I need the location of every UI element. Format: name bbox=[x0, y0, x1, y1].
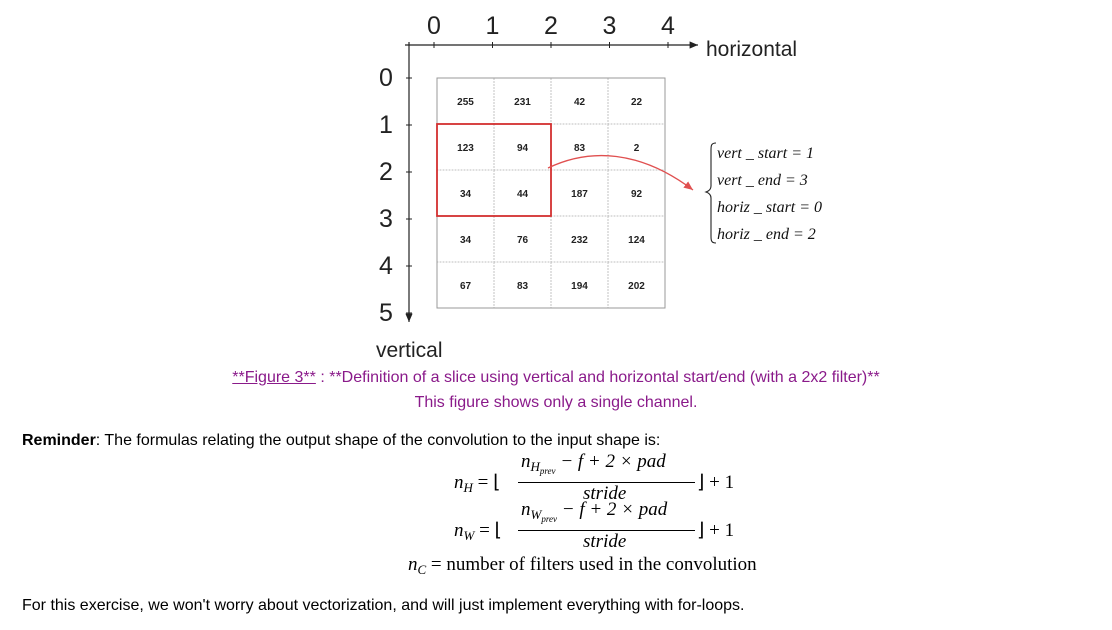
grid-cell-value: 76 bbox=[516, 235, 529, 246]
formula-nw-denominator: stride bbox=[583, 531, 627, 552]
figure-caption bbox=[0, 369, 1112, 387]
row-index-label: 0 bbox=[379, 64, 393, 92]
caption-title: **Definition of a slice using vertical and horizontal start/end (with a 2x2 filter)** bbox=[329, 369, 880, 386]
grid-cell-value: 123 bbox=[457, 143, 474, 154]
grid-cell-value: 2 bbox=[633, 143, 640, 154]
grid-cell-value: 94 bbox=[516, 143, 529, 154]
col-index-label: 1 bbox=[485, 12, 500, 40]
grid-cell-value: 202 bbox=[628, 281, 645, 292]
grid-cell-value: 255 bbox=[457, 97, 474, 108]
reminder-label: Reminder bbox=[22, 432, 96, 449]
slice-equation: horiz _ start = 0 bbox=[717, 199, 823, 216]
figure-subtitle: This figure shows only a single channel. bbox=[414, 394, 698, 411]
vertical-axis-label: vertical bbox=[376, 339, 443, 362]
formula-nh-tail: ⌋ + 1 bbox=[697, 472, 735, 493]
caption-separator: : bbox=[315, 369, 330, 386]
slice-equation: vert _ end = 3 bbox=[717, 172, 808, 189]
reminder-text: : The formulas relating the output shape of the convolution to the input shape is: bbox=[95, 432, 661, 449]
row-index-label: 5 bbox=[379, 299, 393, 327]
grid-cell-value: 83 bbox=[573, 143, 586, 154]
col-index-label: 0 bbox=[427, 12, 441, 40]
grid-cell-value: 67 bbox=[459, 281, 472, 292]
formula-nc: $n_C$ = number of filters used in the convolution bbox=[408, 554, 757, 577]
figure-ref-link[interactable]: **Figure 3** bbox=[232, 369, 316, 386]
formula-nw-numerator: $n_{Wprev} - f + 2$ × pad bbox=[521, 499, 668, 524]
grid-cell-value: 232 bbox=[571, 235, 588, 246]
row-index-label: 3 bbox=[379, 205, 393, 233]
slice-equation: horiz _ end = 2 bbox=[717, 226, 816, 243]
horizontal-axis-label: horizontal bbox=[706, 38, 798, 61]
col-index-label: 2 bbox=[544, 12, 558, 40]
reminder-paragraph bbox=[22, 432, 660, 450]
grid-cell-value: 92 bbox=[630, 189, 643, 200]
row-index-label: 2 bbox=[379, 158, 393, 186]
formula-nw-tail: ⌋ + 1 bbox=[697, 520, 735, 541]
grid-cell-value: 44 bbox=[516, 189, 529, 200]
slice-equation: vert _ start = 1 bbox=[717, 145, 815, 162]
formula-nh-numerator: $n_{Hprev} - f + 2$ × pad bbox=[521, 451, 666, 476]
formula-nw-lhs: $n_W$ = ⌊ bbox=[454, 520, 502, 543]
grid-cell-value: 83 bbox=[516, 281, 529, 292]
grid-cell-value: 194 bbox=[571, 281, 588, 292]
grid-cell-value: 42 bbox=[573, 97, 586, 108]
equation-brace bbox=[706, 143, 716, 243]
slice-arrow bbox=[548, 156, 693, 190]
formula-nh-lhs: $n_H$ = ⌊ bbox=[454, 472, 501, 495]
row-index-label: 1 bbox=[379, 111, 393, 139]
col-index-label: 3 bbox=[602, 12, 617, 40]
col-index-label: 4 bbox=[661, 12, 675, 40]
footer-note: For this exercise, we won't worry about vectorization, and will just implement everything with for-loops. bbox=[22, 597, 745, 614]
grid-cell-value: 22 bbox=[630, 97, 643, 108]
formula-nh-denominator: stride bbox=[583, 483, 627, 504]
grid-cell-value: 124 bbox=[628, 235, 645, 246]
grid-cell-value: 231 bbox=[514, 97, 531, 108]
row-index-label: 4 bbox=[379, 252, 393, 280]
grid-cell-value: 34 bbox=[459, 235, 472, 246]
grid-cell-value: 34 bbox=[459, 189, 472, 200]
grid-cell-value: 187 bbox=[571, 189, 588, 200]
